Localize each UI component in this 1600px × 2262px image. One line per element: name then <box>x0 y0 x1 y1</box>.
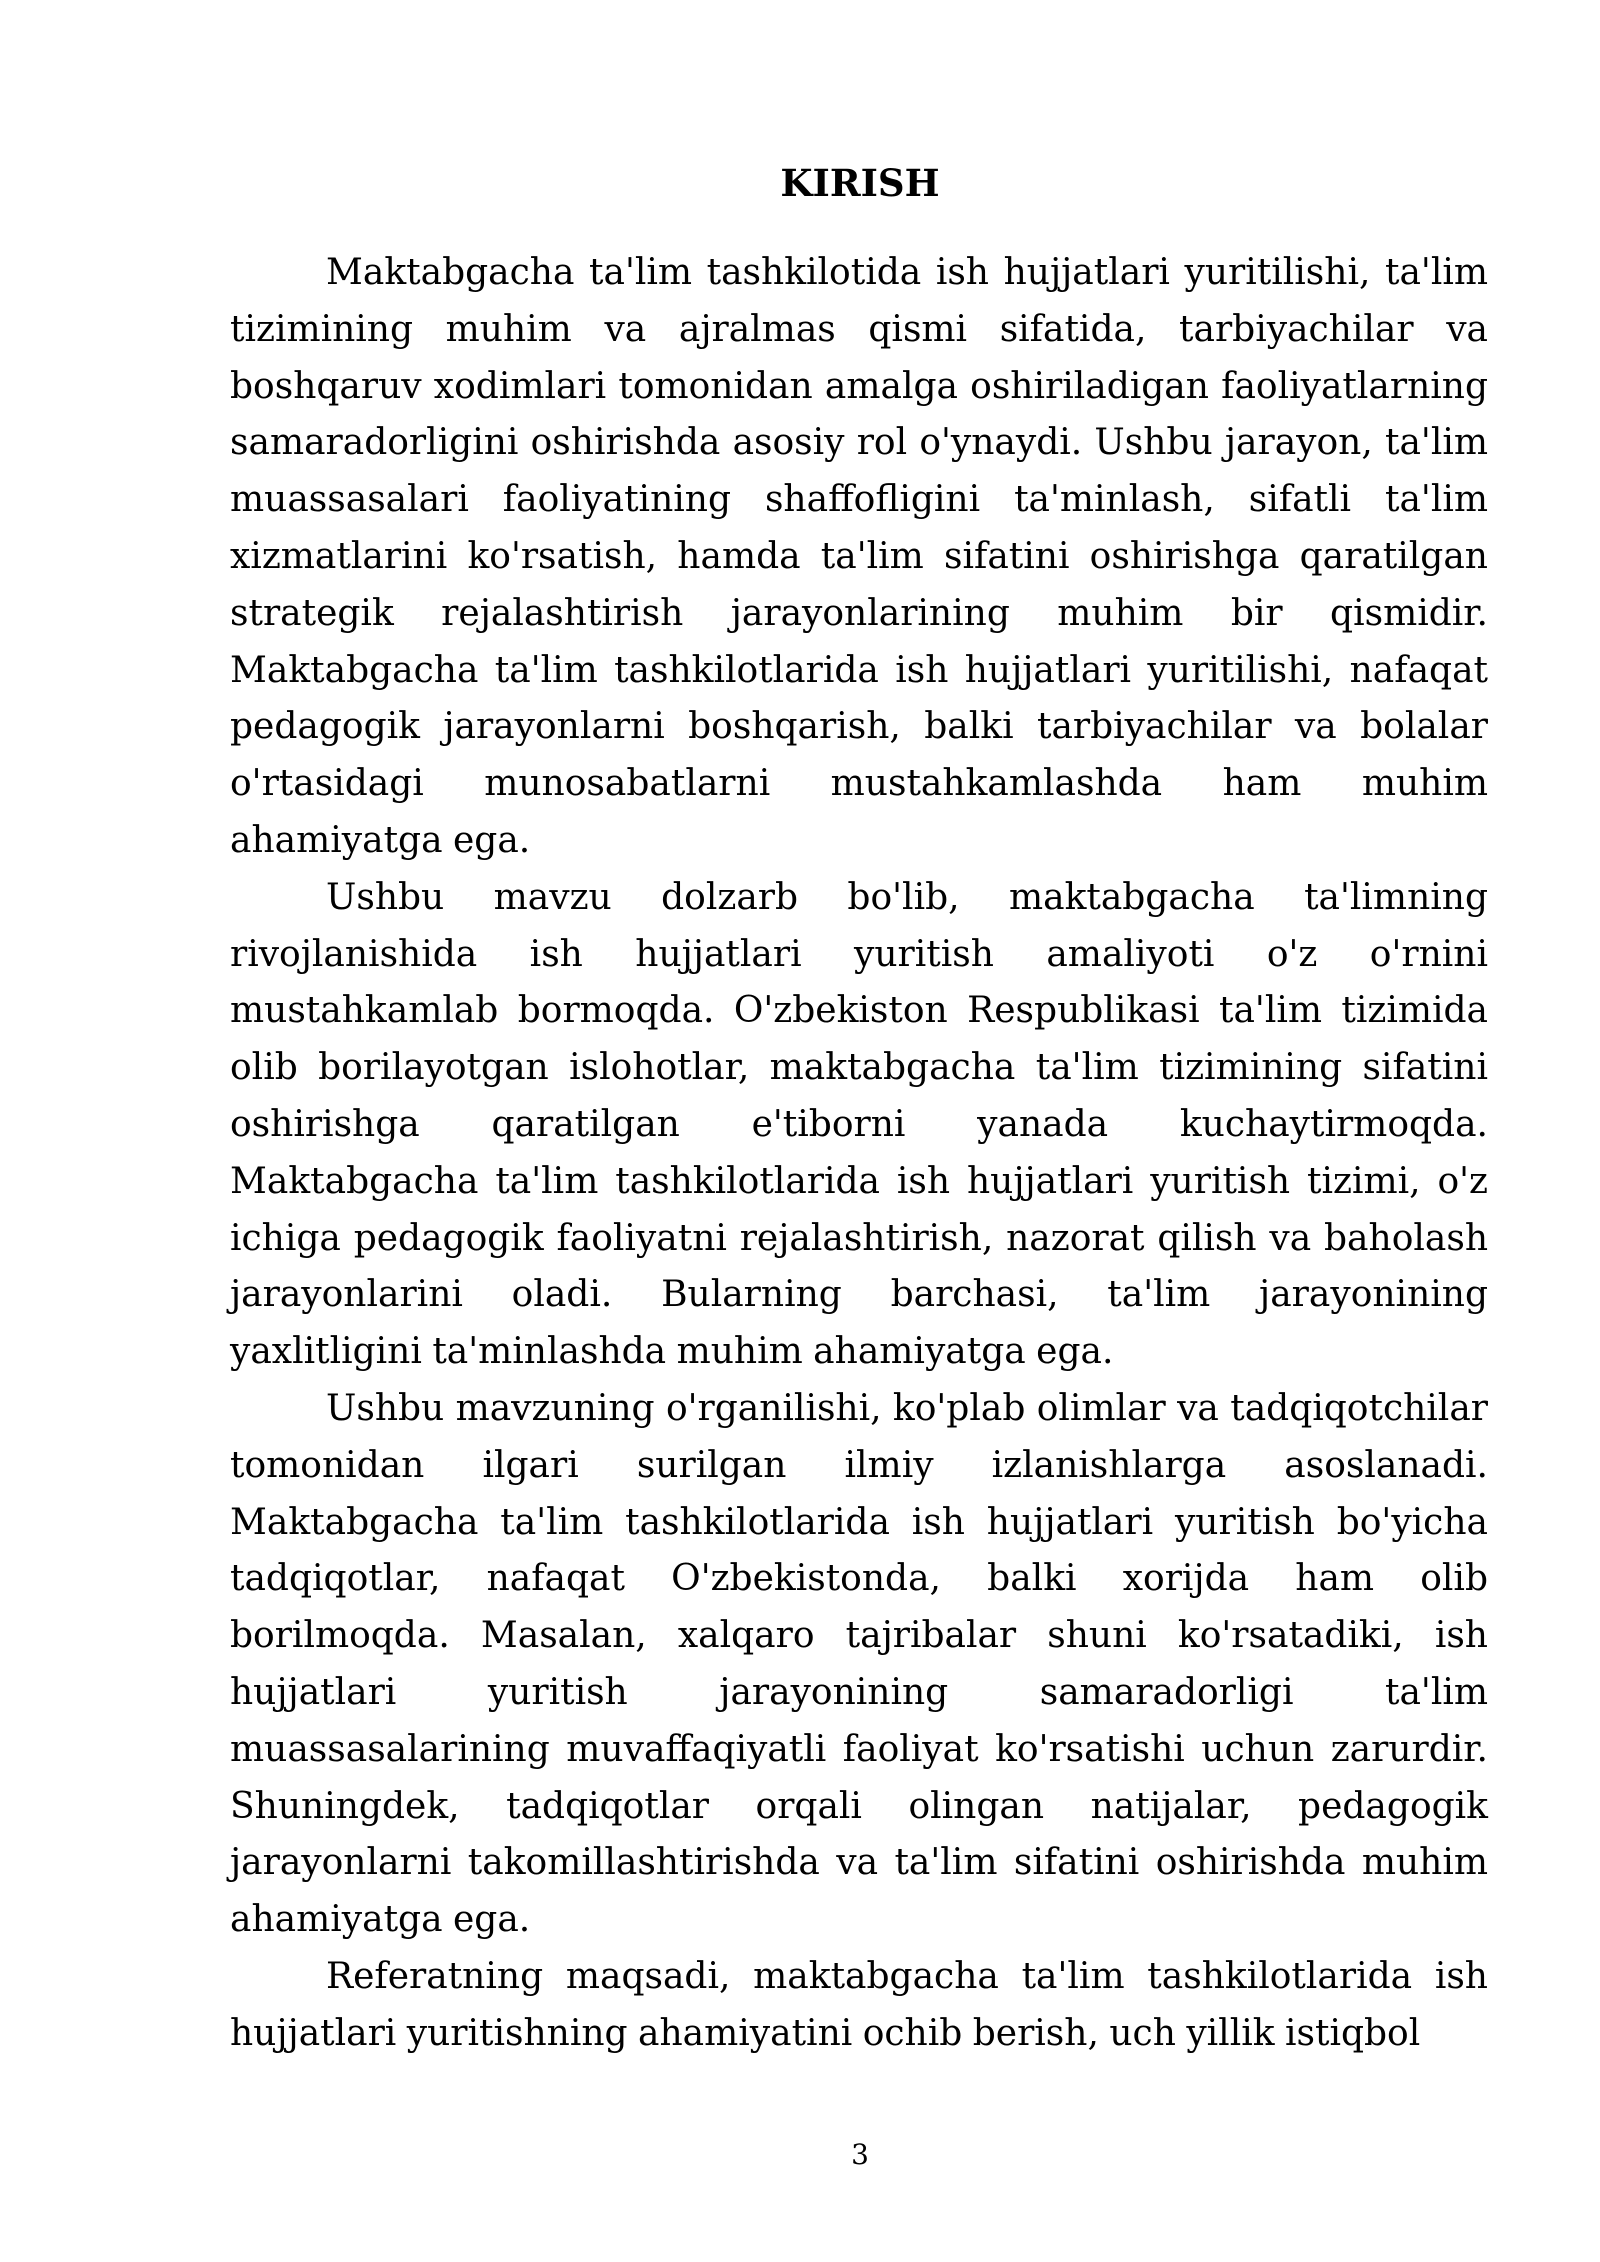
paragraph-2: Ushbu mavzu dolzarb bo'lib, maktabgacha ta'limning rivojlanishida ish hujjatlari yuritish amaliyoti o'z o'rnini mustahkamlab bormoqda. O'zbekiston Respublikasi ta'lim tizimida olib borilayotgan islohotlar, maktabgacha ta'lim tizimining sifatini oshirishga qaratilgan e'tiborni yanada kuchaytirmoqda. Maktabgacha ta'lim tashkilotlarida ish hujjatlari yuritish tizimi, o'z ichiga pedagogik faoliyatni rejalashtirish, nazorat qilish va baholash jarayonlarini oladi. Bularning barchasi, ta'lim jarayonining yaxlitligini ta'minlashda muhim ahamiyatga ega. <box>230 876 1488 1373</box>
page-title: KIRISH <box>780 161 940 205</box>
paragraph-4: Referatning maqsadi, maktabgacha ta'lim tashkilotlarida ish hujjatlari yuritishning ahamiyatini ochib berish, uch yillik istiqbol <box>230 1955 1488 2054</box>
paragraph-3: Ushbu mavzuning o'rganilishi, ko'plab olimlar va tadqiqotchilar tomonidan ilgari surilgan ilmiy izlanishlarga asoslanadi. Maktabgacha ta'lim tashkilotlarida ish hujjatlari yuritish bo'yicha tadqiqotlar, nafaqat O'zbekistonda, balki xorijda ham olib borilmoqda. Masalan, xalqaro tajribalar shuni ko'rsatadiki, ish hujjatlari yuritish jarayonining samaradorligi ta'lim muassasalarining muvaffaqiyatli faoliyat ko'rsatishi uchun zarurdir. Shuningdek, tadqiqotlar orqali olingan natijalar, pedagogik jarayonlarni takomillashtirishda va ta'lim sifatini oshirishda muhim ahamiyatga ega. <box>230 1387 1488 1941</box>
body-text <box>230 245 1488 2063</box>
page-number: 3 <box>851 2138 869 2171</box>
paragraph-1: Maktabgacha ta'lim tashkilotida ish hujjatlari yuritilishi, ta'lim tizimining muhim va ajralmas qismi sifatida, tarbiyachilar va boshqaruv xodimlari tomonidan amalga oshiriladigan faoliyatlarning samaradorligini oshirishda asosiy rol o'ynaydi. Ushbu jarayon, ta'lim muassasalari faoliyatining shaffofligini ta'minlash, sifatli ta'lim xizmatlarini ko'rsatish, hamda ta'lim sifatini oshirishga qaratilgan strategik rejalashtirish jarayonlarining muhim bir qismidir. Maktabgacha ta'lim tashkilotlarida ish hujjatlari yuritilishi, nafaqat pedagogik jarayonlarni boshqarish, balki tarbiyachilar va bolalar o'rtasidagi munosabatlarni mustahkamlashda ham muhim ahamiyatga ega. <box>230 252 1488 861</box>
